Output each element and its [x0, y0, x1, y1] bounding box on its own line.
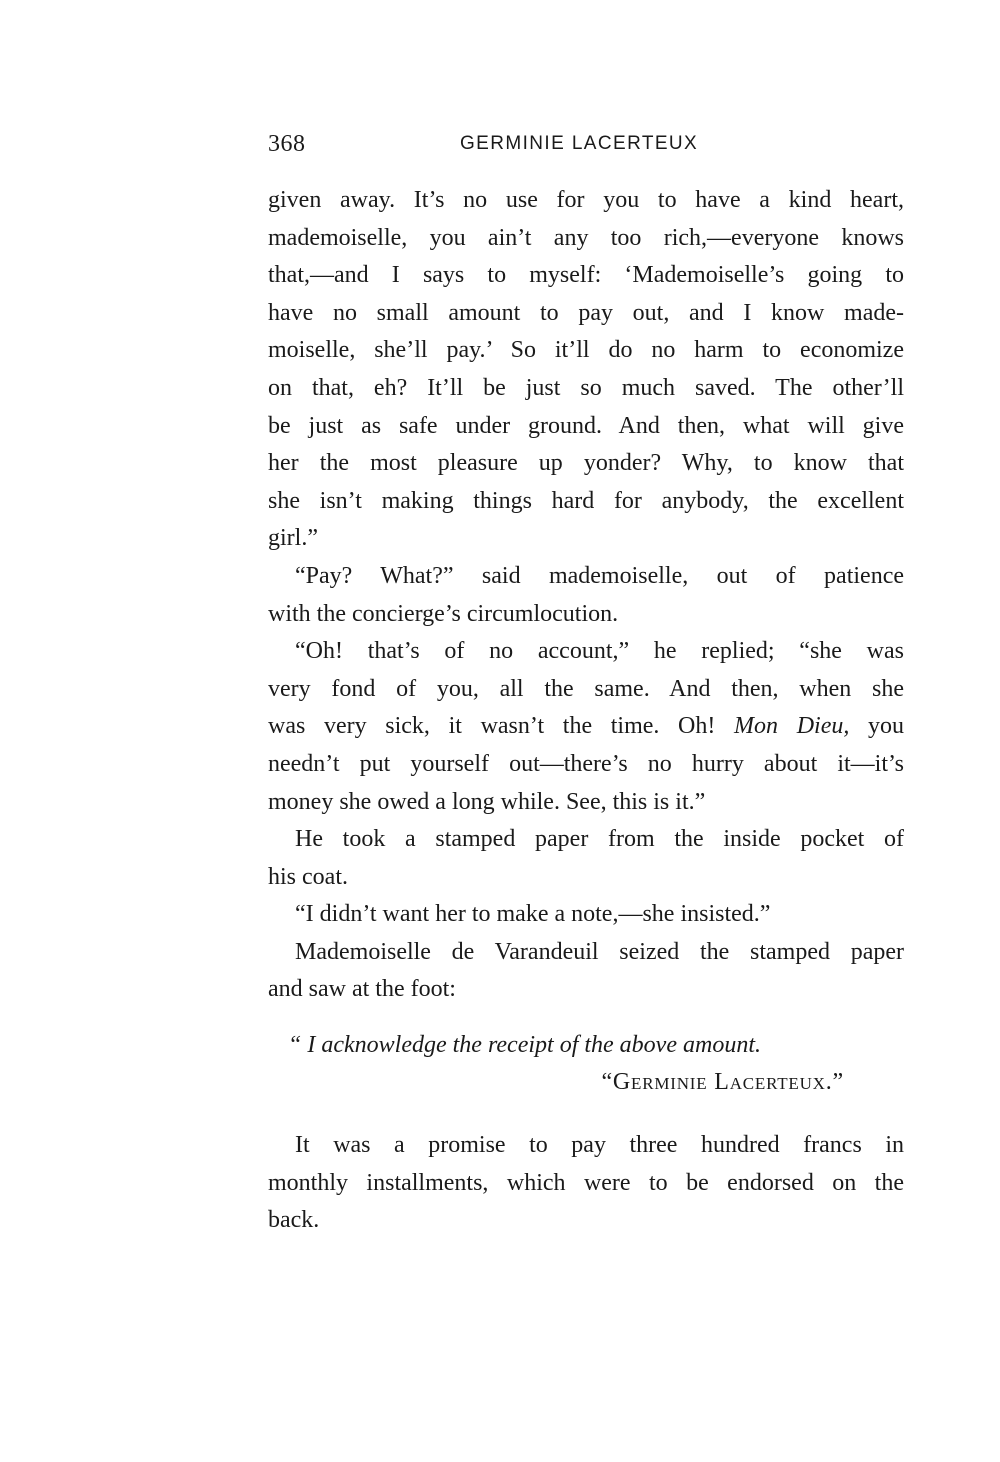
paragraph-5 [268, 896, 904, 934]
text-line: money she owed a long while. See, this is it.” [268, 788, 706, 815]
text-line: He took a stamped paper from the inside pocket of [295, 826, 904, 853]
spacer [268, 1009, 904, 1027]
page-number: 368 [268, 131, 306, 157]
text-line: his coat. [268, 863, 348, 890]
text-line: needn’t put yourself out—there’s no hurry about it—it’s [268, 750, 904, 777]
paragraph-7 [268, 1127, 904, 1240]
text-line: It was a promise to pay three hundred francs in [295, 1132, 904, 1159]
text-line: moiselle, she’ll pay.’ So it’ll do no harm to economize [268, 337, 904, 364]
receipt-quote [268, 1027, 904, 1101]
text-line: “Pay? What?” said mademoiselle, out of patience [295, 562, 904, 589]
text-line: Mademoiselle de Varandeuil seized the stamped paper [295, 938, 904, 965]
text-run: you [868, 713, 904, 740]
paragraph-4 [268, 821, 904, 896]
italic-phrase: Mon Dieu, [734, 713, 850, 740]
text-line: and saw at the foot: [268, 976, 456, 1003]
text-line: monthly installments, which were to be endorsed on the [268, 1169, 904, 1196]
text-line [268, 708, 904, 746]
paragraph-6 [268, 934, 904, 1009]
text-line: on that, eh? It’ll be just so much saved. The other’ll [268, 374, 904, 401]
text-line: be just as safe under ground. And then, what will give [268, 412, 904, 439]
text-line: back. [268, 1207, 320, 1234]
text-line: mademoiselle, you ain’t any too rich,—everyone knows [268, 224, 904, 251]
paragraph-2 [268, 558, 904, 633]
text-line: girl.” [268, 525, 318, 552]
spacer [268, 1101, 904, 1127]
page-header [268, 128, 908, 164]
text-line: have no small amount to pay out, and I know made- [268, 299, 904, 326]
text-line: given away. It’s no use for you to have a kind heart, [268, 187, 904, 213]
paragraph-1 [268, 182, 904, 558]
text-run: was very sick, it wasn’t the time. Oh! [268, 713, 716, 740]
running-head: GERMINIE LACERTEUX [460, 133, 699, 154]
receipt-text: “ I acknowledge the receipt of the above amount. [288, 1032, 761, 1059]
paragraph-3 [268, 633, 904, 821]
text-line: with the concierge’s circumlocution. [268, 600, 619, 627]
text-line: “I didn’t want her to make a note,—she insisted.” [295, 901, 771, 928]
text-line: “Oh! that’s of no account,” he replied; “she was [295, 638, 904, 665]
text-line: very fond of you, all the same. And then, when she [268, 675, 904, 702]
receipt-signature: “Germinie Lacerteux.” [601, 1069, 844, 1096]
body-text [268, 182, 904, 1240]
text-line: her the most pleasure up yonder? Why, to know that [268, 450, 904, 477]
text-line: that,—and I says to myself: ‘Mademoiselle’s going to [268, 262, 904, 289]
text-line: she isn’t making things hard for anybody, the excellent [268, 487, 904, 514]
